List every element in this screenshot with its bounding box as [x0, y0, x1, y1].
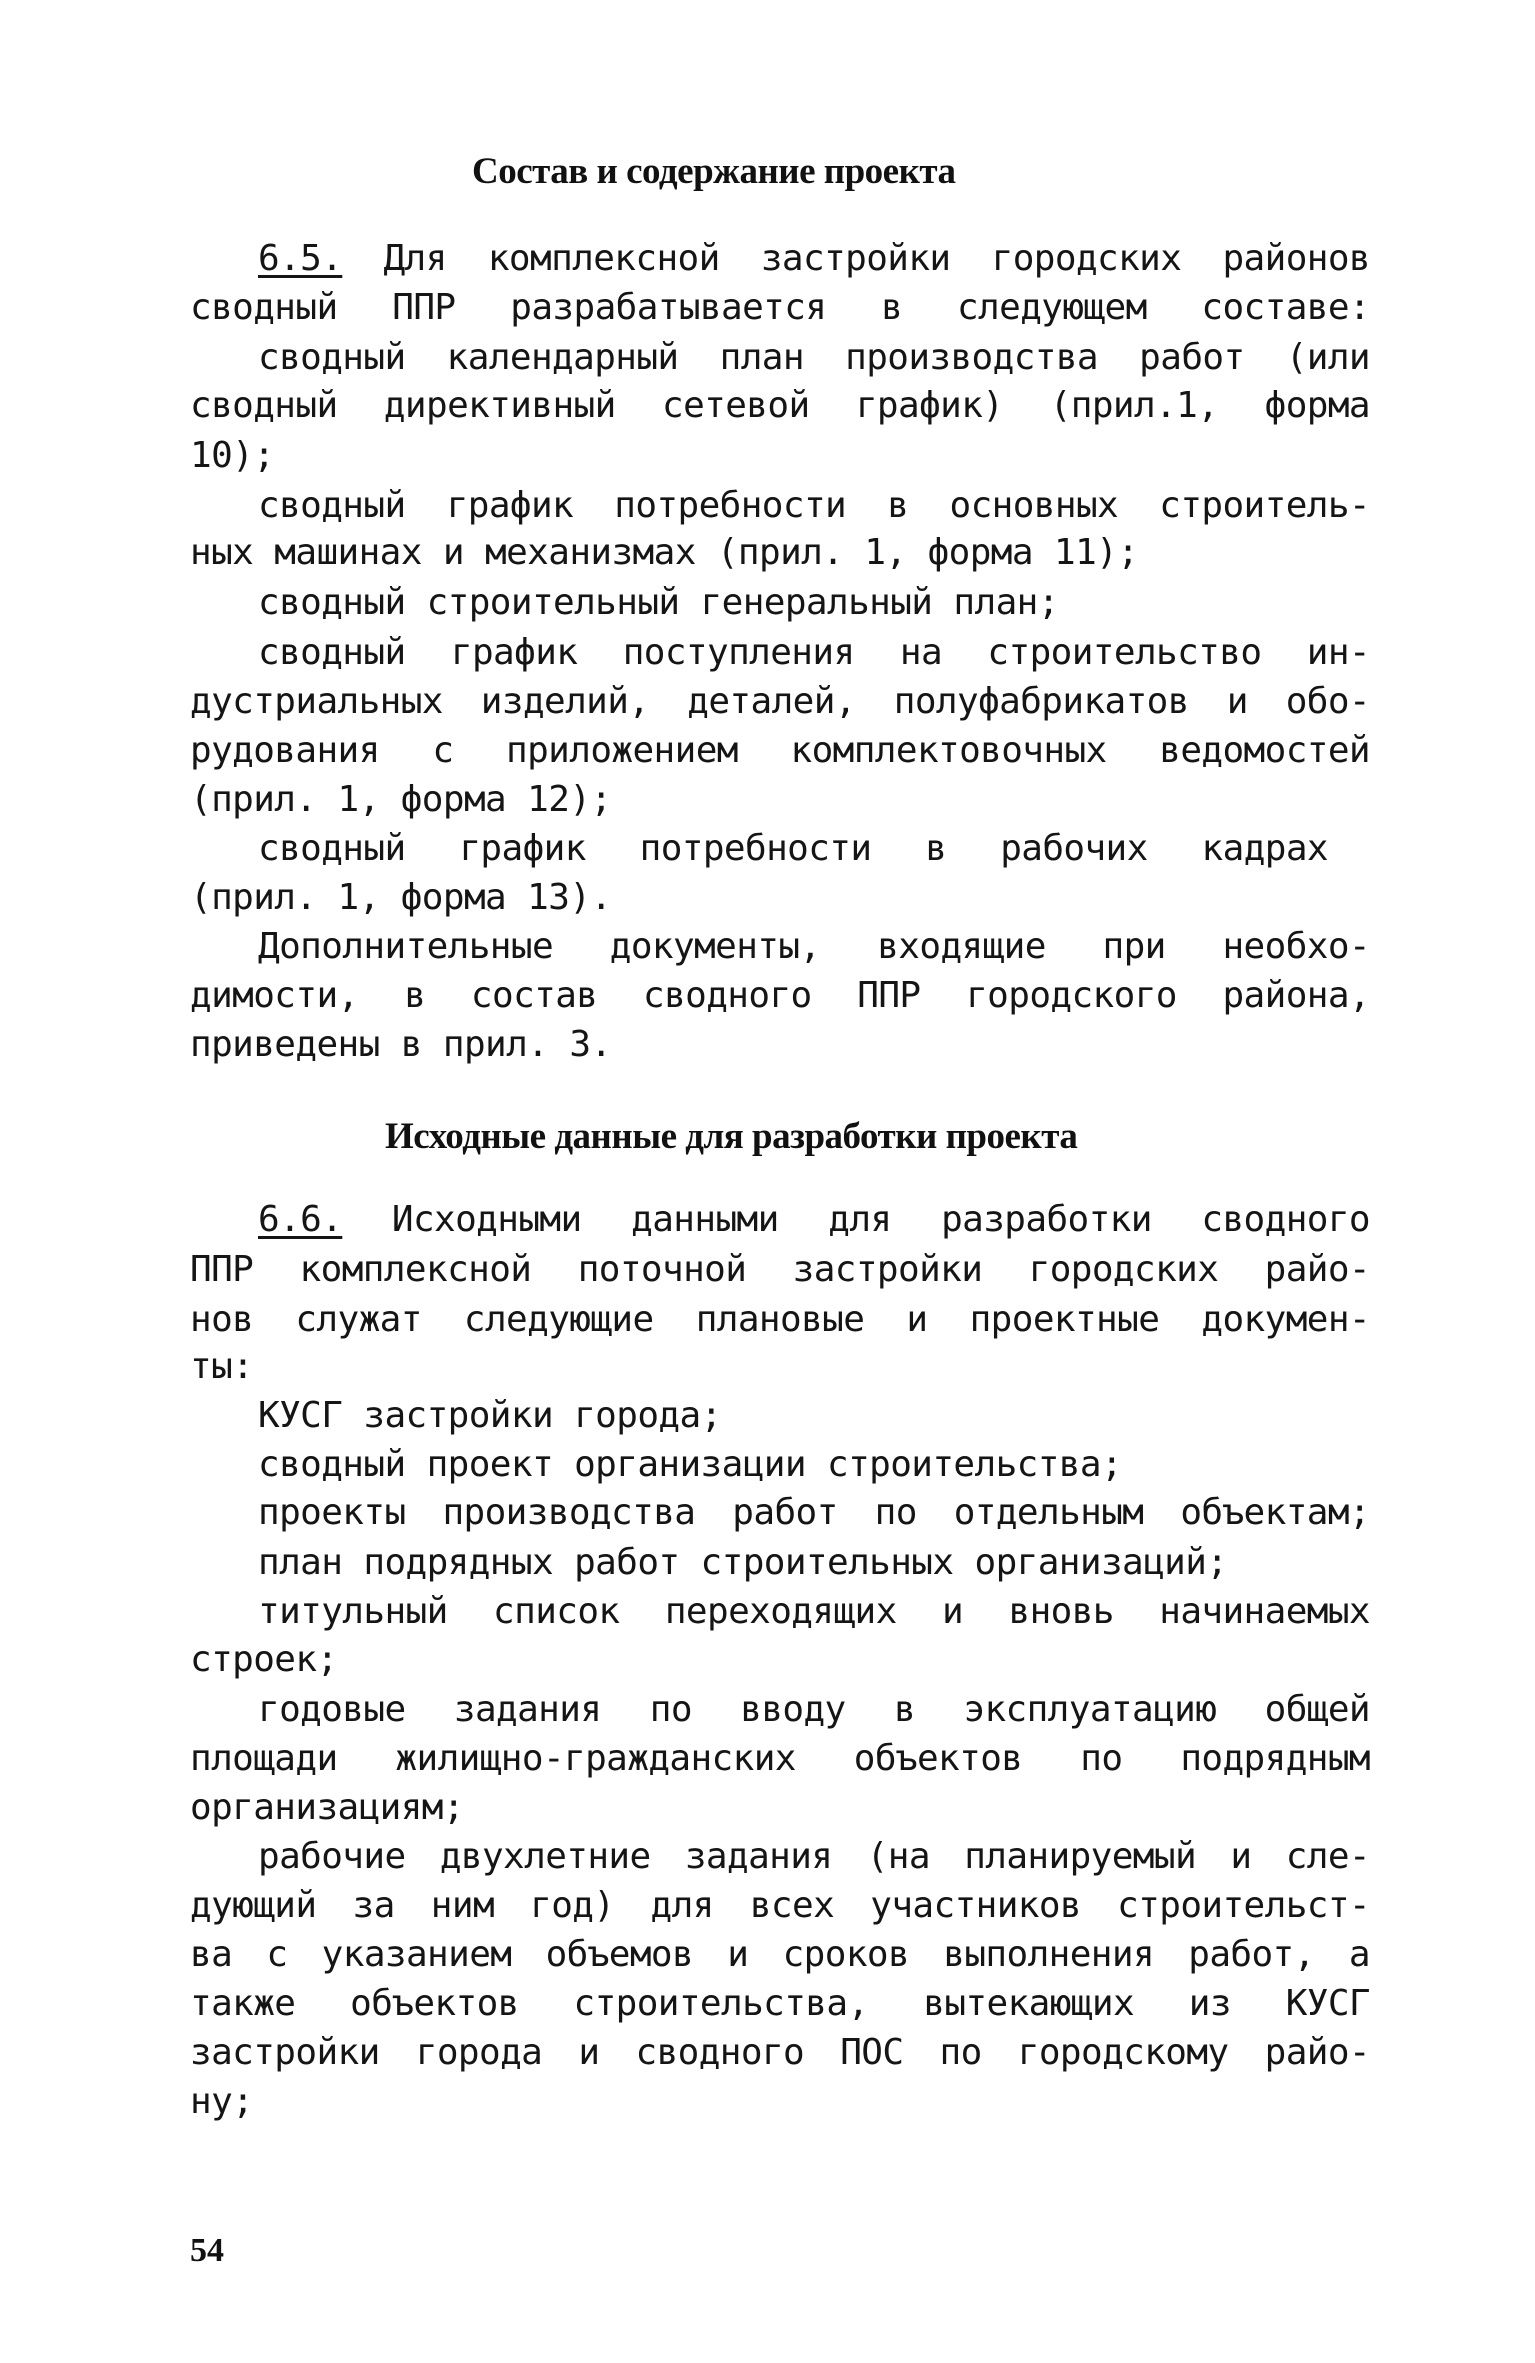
list-item-line: план подрядных работ строительных организаций; — [258, 1542, 1228, 1583]
list-item-line: дующий за ним год) для всех участников строительст- — [190, 1885, 1370, 1926]
list-item-line: КУСГ застройки города; — [258, 1395, 722, 1436]
list-item-line: рудования с приложением комплектовочных ведомостей — [190, 730, 1370, 771]
list-item-line: также объектов строительства, вытекающих из КУСГ — [190, 1983, 1370, 2024]
list-item-line: застройки города и сводного ПОС по городскому райо- — [190, 2032, 1370, 2073]
list-item-line: строек; — [190, 1639, 338, 1680]
list-item-line: сводный строительный генеральный план; — [258, 582, 1059, 623]
list-item-line: титульный список переходящих и вновь начинаемых — [258, 1591, 1370, 1632]
list-item-line: дустриальных изделий, деталей, полуфабрикатов и обо- — [190, 681, 1370, 722]
list-item-line: площади жилищно-гражданских объектов по подрядным — [190, 1738, 1370, 1779]
paragraph-line: ты: — [190, 1346, 254, 1387]
paragraph-number-6-5: 6.5. — [258, 238, 343, 279]
list-item-line: ных машинах и механизмах (прил. 1, форма 11); — [190, 532, 1139, 573]
paragraph-line: ППР комплексной поточной застройки городских райо- — [190, 1249, 1370, 1290]
section-heading-composition: Состав и содержание проекта — [472, 151, 956, 192]
list-item-line: сводный директивный сетевой график) (прил.1, форма — [190, 385, 1370, 426]
paragraph-line — [258, 1197, 1370, 1243]
paragraph-line: приведены в прил. 3. — [190, 1024, 612, 1065]
list-item-line: сводный график потребности в рабочих кадрах — [258, 828, 1328, 869]
paragraph-line — [258, 236, 1370, 282]
list-item-line: ну; — [190, 2081, 254, 2122]
list-item-line: проекты производства работ по отдельным объектам; — [258, 1492, 1370, 1533]
section-heading-source-data: Исходные данные для разработки проекта — [385, 1116, 1078, 1157]
list-item-line: (прил. 1, форма 13). — [190, 877, 612, 918]
paragraph-text: Для комплексной застройки городских районов — [383, 238, 1370, 279]
list-item-line: сводный график потребности в основных строитель- — [258, 485, 1370, 526]
paragraph-text: Исходными данными для разработки сводного — [391, 1199, 1370, 1240]
list-item-line: рабочие двухлетние задания (на планируемый и сле- — [258, 1836, 1370, 1877]
list-item-line: 10); — [190, 435, 275, 476]
paragraph-line: Дополнительные документы, входящие при необхо- — [258, 926, 1370, 967]
list-item-line: (прил. 1, форма 12); — [190, 779, 612, 820]
list-item-line: сводный проект организации строительства; — [258, 1444, 1123, 1485]
list-item-line: сводный график поступления на строительство ин- — [258, 632, 1370, 673]
page-number: 54 — [190, 2232, 224, 2269]
paragraph-line: нов служат следующие плановые и проектные докумен- — [190, 1299, 1370, 1340]
list-item-line: сводный календарный план производства работ (или — [258, 337, 1370, 378]
list-item-line: организациям; — [190, 1787, 464, 1828]
paragraph-number-6-6: 6.6. — [258, 1199, 343, 1240]
paragraph-line: сводный ППР разрабатывается в следующем составе: — [190, 287, 1370, 328]
paragraph-line: димости, в состав сводного ППР городского района, — [190, 975, 1370, 1016]
list-item-line: годовые задания по вводу в эксплуатацию общей — [258, 1689, 1370, 1730]
list-item-line: ва с указанием объемов и сроков выполнения работ, а — [190, 1934, 1370, 1975]
